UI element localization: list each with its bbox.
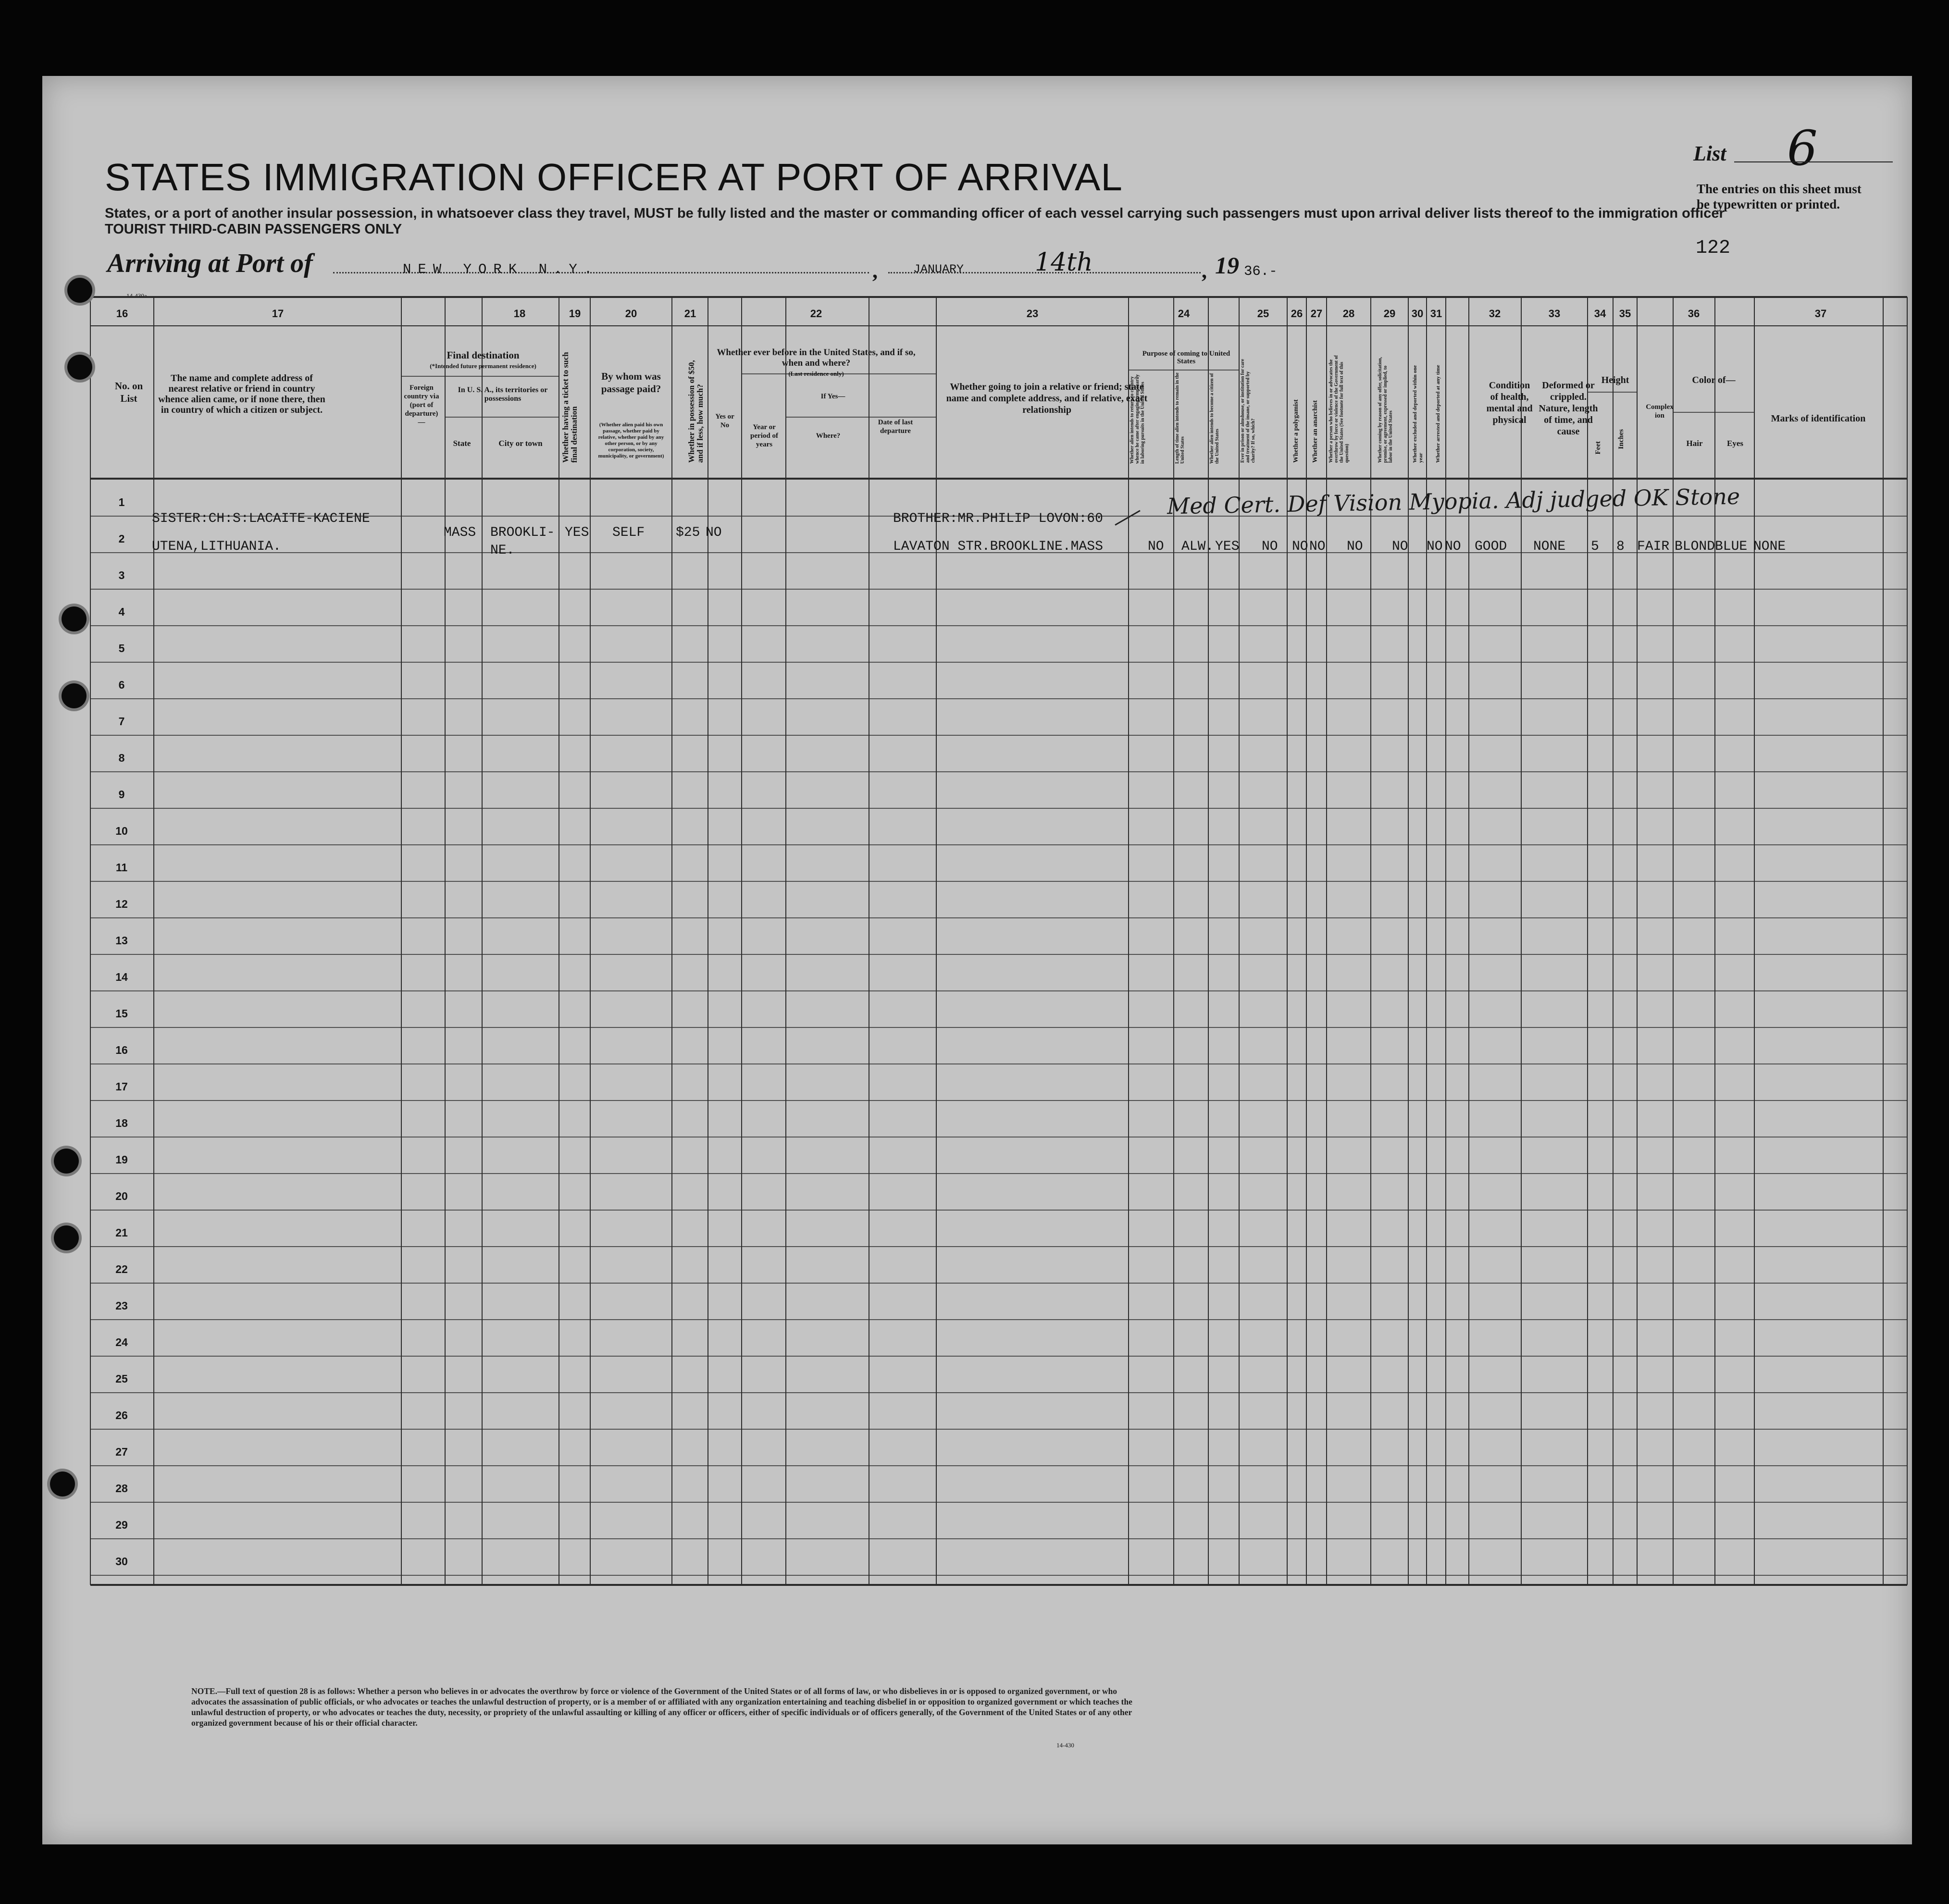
instruction-line-2: TOURIST THIRD-CABIN PASSENGERS ONLY: [105, 222, 402, 237]
header-16: No. on List: [114, 380, 143, 404]
row-number: 20: [115, 1190, 128, 1202]
header-22-ifyes: If Yes—: [820, 393, 845, 400]
year-prefix: 19: [1215, 252, 1239, 279]
header-35: Complexion: [1646, 403, 1674, 420]
column-number: 29: [1383, 308, 1396, 320]
before-us-value: NO: [706, 525, 722, 540]
header-24-b: Length of time alien intends to remain in the United States: [1175, 372, 1185, 464]
row-number: 21: [115, 1226, 128, 1239]
header-34-feet: Feet: [1594, 441, 1602, 455]
money-value: $25: [676, 525, 700, 540]
header-18-city: City or town: [498, 439, 543, 448]
relative-line-2: UTENA,LITHUANIA.: [152, 539, 281, 554]
column-number: 28: [1342, 308, 1355, 320]
form-code-top: 14-430a: [126, 292, 147, 299]
row-number: 28: [115, 1482, 128, 1495]
polygamist-value: NO: [1292, 539, 1308, 554]
header-24-c: Whether alien intends to become a citizen of the United States: [1209, 373, 1220, 464]
column-number: 27: [1310, 308, 1323, 320]
row-number: 18: [115, 1117, 128, 1129]
column-number: 35: [1619, 308, 1631, 320]
comma-2: ,: [1202, 259, 1207, 283]
column-number: 19: [569, 308, 581, 320]
column-number: 33: [1548, 308, 1561, 320]
binder-hole: [67, 278, 92, 303]
comma-1: ,: [872, 259, 878, 283]
form-title: STATES IMMIGRATION OFFICER AT PORT OF ARRIVAL: [105, 156, 1123, 198]
excluded-value: NO: [1427, 539, 1443, 554]
inches-value: 8: [1616, 539, 1625, 554]
length-stay-value: ALW.: [1181, 539, 1214, 554]
joining-line-2: LAVATON STR.BROOKLINE.MASS: [893, 539, 1103, 554]
header-18-title: Final destination: [447, 349, 520, 361]
header-34: Height: [1601, 375, 1629, 385]
instruction-line-1: States, or a port of another insular possession, in whatsoever class they travel, MUST be fully listed and the master or commanding officer of each vessel carrying such passengers must upon arrival deliver lists thereof to the immigration officer: [105, 206, 1725, 221]
row-number: 7: [118, 715, 125, 728]
row-number: 8: [118, 752, 125, 764]
column-number: 25: [1257, 308, 1269, 320]
prison-value: NO: [1262, 539, 1278, 554]
header-31: Whether arrested and deported at any time: [1435, 365, 1441, 463]
marks-value: NONE: [1753, 539, 1786, 554]
row-number: 29: [115, 1519, 128, 1531]
return-value: NO: [1148, 539, 1164, 554]
row-number: 24: [115, 1336, 128, 1348]
header-33: Deformed or crippled. Nature, length of time, and cause: [1539, 380, 1598, 437]
column-number: 16: [116, 308, 128, 320]
complexion-value: FAIR: [1637, 539, 1670, 554]
relative-line-1: SISTER:CH:S:LACAITE-KACIENE: [152, 511, 370, 526]
binder-hole: [62, 606, 87, 631]
port-value: NEW YORK N.Y.: [403, 261, 599, 277]
column-number: 32: [1489, 308, 1501, 320]
row-number: 16: [115, 1044, 128, 1056]
row-number: 13: [115, 934, 128, 947]
row-number: 15: [115, 1007, 128, 1020]
header-28: Whether a person who believes in or advocates the overthrow by force or violence of the Government of the United States (See footnote for full text of this question): [1328, 355, 1350, 463]
row-number: 3: [118, 569, 125, 581]
header-22-sub: (Last residence only): [788, 370, 844, 377]
manifest-sheet: [42, 76, 1912, 1844]
deformed-value: NONE: [1533, 539, 1566, 554]
header-18-sub: (*Intended future permanent residence): [430, 362, 536, 370]
list-label: List: [1693, 142, 1726, 165]
deported-value: NO: [1445, 539, 1461, 554]
header-18-foreign: Foreign country via (port of departure)—: [404, 384, 439, 426]
row-number: 12: [115, 898, 128, 910]
header-27: Whether an anarchist: [1312, 400, 1319, 463]
column-number: 37: [1814, 308, 1827, 320]
column-number: 26: [1291, 308, 1303, 320]
arriving-label: Arriving at Port of: [107, 248, 313, 278]
header-37: Marks of identification: [1771, 413, 1866, 424]
feet-value: 5: [1591, 539, 1599, 554]
header-36-hair: Hair: [1686, 439, 1703, 448]
row-number: 17: [115, 1080, 128, 1093]
header-29: Whether coming by reason of any offer, solicitation, promise, or agreement, expressed or implied, to labor in the United States: [1378, 357, 1393, 463]
dest-state: MASS: [444, 525, 476, 540]
entries-note-2: be typewritten or printed.: [1697, 197, 1840, 211]
header-21: Whether in possession of $50, and if less, how much?: [687, 360, 705, 463]
paid-by-value: SELF: [612, 525, 645, 540]
column-number: 23: [1026, 308, 1039, 320]
dest-city-1: BROOKLI-: [490, 525, 555, 540]
header-22-where: Where?: [816, 432, 841, 440]
header-36-eyes: Eyes: [1727, 439, 1743, 448]
column-number: 18: [513, 308, 526, 320]
header-34-inches: Inches: [1617, 429, 1625, 449]
row-number: 11: [115, 861, 128, 874]
header-22-years: Year or period of years: [750, 423, 778, 448]
column-number: 22: [810, 308, 822, 320]
row-number: 9: [118, 788, 125, 801]
row-number: 10: [115, 825, 128, 837]
row-number: 30: [115, 1555, 128, 1568]
column-number: 36: [1688, 308, 1700, 320]
row-number: 23: [115, 1299, 128, 1312]
header-18-state: State: [453, 439, 471, 448]
column-number: 31: [1430, 308, 1442, 320]
binder-hole: [50, 1471, 75, 1496]
footnote-question-28: NOTE.—Full text of question 28 is as follows: Whether a person who believes in or advocates the overthrow by force or violence of the Government of the United States or of all forms of law, or who disbelieves in or is opposed to organized government, or who advocates the assassination of public officials, or who advocates or teaches the unlawful destruction of property, or is a member of or affiliated with any organization entertaining and teaching disbelief in or opposition to organized government or which teaches the unlawful destruction of property, or who advocates or teaches the duty, necessity, or propriety of the unlawful assaulting or killing of any officer or officers, either of specific individuals or of officers generally, of the Government of the United States or of any other organized government because of his or their official character.: [191, 1686, 1132, 1728]
header-17: The name and complete address of nearest relative or friend in country whence alien came, or if none there, then in country of which a citizen or subject.: [158, 373, 325, 415]
header-19: Whether having a ticket to such final destination: [561, 352, 579, 463]
header-23: Whether going to join a relative or friend; state name and complete address, and if relative, exact relationship: [946, 382, 1148, 415]
dest-city-2: NE.: [490, 543, 515, 558]
binder-hole: [54, 1225, 79, 1250]
stamp-number: 122: [1696, 237, 1731, 259]
overthrow-value: NO: [1347, 539, 1363, 554]
binder-hole: [54, 1149, 79, 1174]
joining-line-1: BROTHER:MR.PHILIP LOVON:60: [893, 511, 1103, 526]
labor-offer-value: NO: [1392, 539, 1408, 554]
row-number: 1: [118, 496, 125, 508]
row-number: 14: [115, 971, 128, 983]
header-30: Whether excluded and deported within one year: [1412, 365, 1424, 463]
header-24-a: Whether alien intends to return to country whence he came after engaging temporarily in laboring pursuits in the United States: [1130, 374, 1145, 464]
list-number: 6: [1787, 120, 1818, 176]
handwritten-medical-note: Med Cert. Def Vision Myopia. Adj judged OK Stone: [1167, 483, 1740, 519]
column-number: 17: [272, 308, 284, 320]
hair-value: BLOND: [1675, 539, 1715, 554]
row-number: 2: [118, 532, 125, 545]
row-number: 19: [115, 1153, 128, 1166]
row-number: 22: [115, 1263, 128, 1275]
header-22-date: Date of last departure: [878, 419, 913, 435]
header-24-main: Purpose of coming to United States: [1142, 350, 1230, 365]
row-number: 26: [115, 1409, 128, 1422]
eyes-value: BLUE: [1715, 539, 1748, 554]
header-20-note: (Whether alien paid his own passage, whether paid by relative, whether paid by any other person, or by any corporation, society, municipality, or government): [598, 422, 664, 459]
entries-note-1: The entries on this sheet must: [1697, 182, 1862, 196]
header-20-main: By whom was passage paid?: [601, 371, 661, 395]
year-suffix: 36.-: [1244, 263, 1278, 279]
row-number: 27: [115, 1446, 128, 1458]
header-18-usa: In U. S. A., its territories or possessions: [458, 386, 548, 403]
header-22-yesno: Yes or No: [715, 413, 734, 429]
column-number: 21: [684, 308, 696, 320]
column-number: 24: [1178, 308, 1190, 320]
header-25: Ever in prison or almshouse, or institution for care and treatment of the insane, or supported by charity? If so, which?: [1240, 359, 1256, 463]
header-36: Color of—: [1692, 375, 1736, 385]
date-month: JANUARY: [913, 262, 964, 276]
form-code-bottom: 14-430: [1056, 1742, 1074, 1749]
ticket-value: YES: [565, 525, 589, 540]
row-number: 4: [118, 606, 125, 618]
column-number: 30: [1411, 308, 1424, 320]
citizen-value: YES: [1215, 539, 1240, 554]
binder-hole: [62, 683, 87, 708]
row-number: 6: [118, 679, 125, 691]
column-number: 34: [1594, 308, 1606, 320]
binder-hole: [67, 355, 92, 380]
health-value: GOOD: [1475, 539, 1507, 554]
column-number: 20: [625, 308, 637, 320]
date-day: 14th: [1035, 248, 1093, 277]
header-22-main: Whether ever before in the United States, and if so, when and where?: [717, 347, 916, 368]
manifest-grid: [42, 76, 1912, 1844]
header-26: Whether a polygamist: [1292, 399, 1300, 463]
anarchist-value: NO: [1309, 539, 1326, 554]
header-32: Condition of health, mental and physical: [1486, 380, 1533, 425]
row-number: 5: [118, 642, 125, 655]
row-number: 25: [115, 1372, 128, 1385]
